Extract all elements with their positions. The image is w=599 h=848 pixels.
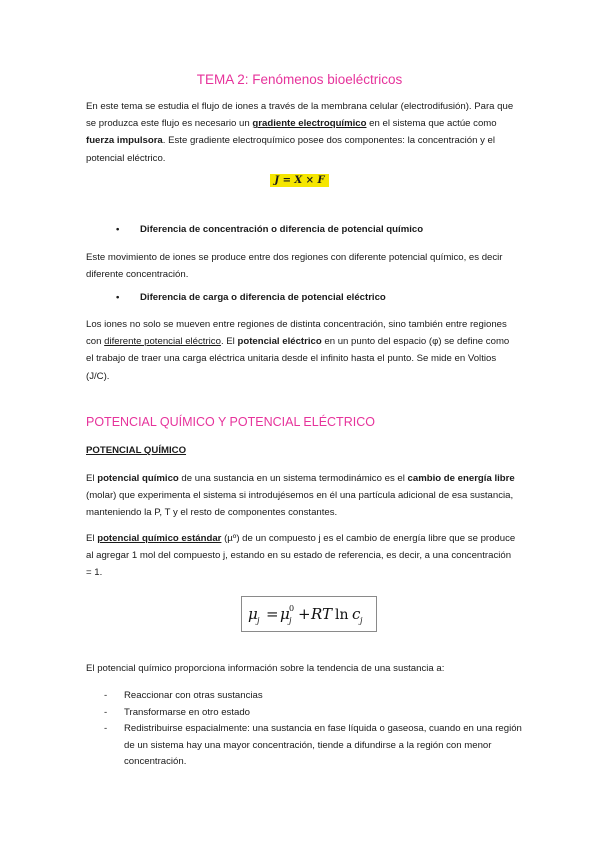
- bullet-concentration-text: Diferencia de concentración o diferencia de potencial químico: [140, 224, 424, 235]
- section-heading: POTENCIAL QUÍMICO Y POTENCIAL ELÉCTRICO: [86, 415, 375, 429]
- list-dash: -: [104, 690, 108, 701]
- electric-underlined: diferente potencial eléctrico: [104, 336, 221, 348]
- svg-text:j: j: [360, 616, 363, 625]
- svg-text:j: j: [257, 616, 260, 625]
- concentration-paragraph: Este movimiento de iones se produce entre dos regiones con diferente potencial químico, es decir diferente concentración.: [86, 252, 503, 281]
- svg-text:=: =: [266, 605, 279, 623]
- electric-text-2: . El: [220, 336, 238, 348]
- intro-bold-1: gradiente electroquímico: [252, 118, 367, 130]
- list-dash: -: [104, 706, 108, 718]
- list-item-text: Reaccionar con otras sustancias: [124, 690, 263, 701]
- chemical-potential-paragraph: [86, 470, 516, 522]
- flux-formula-text: J = X × F: [270, 174, 328, 187]
- tendency-list: [104, 688, 529, 771]
- bullet-glyph: •: [116, 292, 120, 303]
- chem-text-1: El: [86, 473, 98, 484]
- intro-paragraph: [86, 98, 516, 167]
- svg-text:μ: μ: [280, 605, 290, 623]
- svg-text:μ: μ: [248, 605, 258, 623]
- flux-formula: [0, 170, 599, 188]
- list-item-text: Transformarse en otro estado: [124, 706, 251, 718]
- svg-text:ln: ln: [335, 607, 349, 623]
- chemical-potential-equation: [241, 596, 377, 632]
- list-item-text: Redistribuirse espacialmente: una sustancia en fase líquida o gaseosa, cuando en una región de un sistema hay una mayor concentración, tiende a difundirse a la región con menor concentración.: [124, 723, 522, 767]
- chem-bold-2: cambio de energía libre: [407, 473, 515, 484]
- bullet-charge-text: Diferencia de carga o diferencia de potencial eléctrico: [140, 292, 386, 303]
- list-item: [104, 721, 529, 771]
- electric-text-1: Los iones no solo se mueven entre regiones de distinta concentración, sino también entre regiones con: [86, 319, 507, 348]
- svg-text:0: 0: [289, 604, 295, 613]
- electric-potential-paragraph: [86, 316, 516, 385]
- electric-bold: potencial eléctrico: [237, 336, 322, 348]
- page-title: TEMA 2: Fenómenos bioeléctricos: [196, 72, 403, 87]
- std-text-2: (µº) de un compuesto j es el cambio de energía libre que se produce al agregar 1 mol del compuesto j, estando en su estado de referencia, es decir, a una concentración = 1.: [86, 533, 516, 579]
- chem-text-2: de una sustancia en un sistema termodinámico es el: [178, 473, 408, 484]
- bullet-glyph: •: [116, 224, 120, 235]
- std-bold-underlined: potencial químico estándar: [97, 533, 222, 544]
- intro-text-3: . Este gradiente electroquímico posee dos componentes: la concentración y el potencial eléctrico.: [86, 135, 496, 164]
- standard-potential-paragraph: [86, 530, 516, 582]
- intro-text-2: en el sistema que actúe como: [366, 118, 497, 130]
- intro-text-1: En este tema se estudia el flujo de iones a través de la membrana celular (electrodifusión). Para que se produzca este flujo es necesario un: [86, 101, 514, 130]
- svg-text:+: +: [298, 605, 311, 623]
- svg-text:RT: RT: [311, 605, 333, 623]
- list-dash: -: [104, 723, 108, 734]
- svg-text:j: j: [289, 616, 292, 625]
- svg-text:c: c: [352, 605, 361, 623]
- bullet-concentration: [116, 224, 423, 235]
- chem-bold-1: potencial químico: [97, 473, 179, 484]
- list-item: [104, 705, 529, 722]
- chemical-potential-equation-graphic: [244, 599, 374, 629]
- tendency-paragraph: El potencial químico proporciona información sobre la tendencia de una sustancia a:: [86, 663, 445, 674]
- electric-text-3: en un punto del espacio (φ) se define como el trabajo de traer una carga eléctrica unitaria desde el infinito hasta el punto. Se mide en Voltios (J/C).: [86, 336, 510, 382]
- bullet-charge: [116, 292, 386, 303]
- intro-bold-2: fuerza impulsora: [86, 135, 163, 147]
- chem-text-3: (molar) que experimenta el sistema si introdujésemos en él una partícula adicional de esa sustancia, manteniendo la P, T y el resto de componentes constantes.: [86, 490, 514, 519]
- std-text-1: El: [86, 533, 98, 544]
- list-item: [104, 688, 529, 705]
- subsection-heading: POTENCIAL QUÍMICO: [86, 445, 187, 456]
